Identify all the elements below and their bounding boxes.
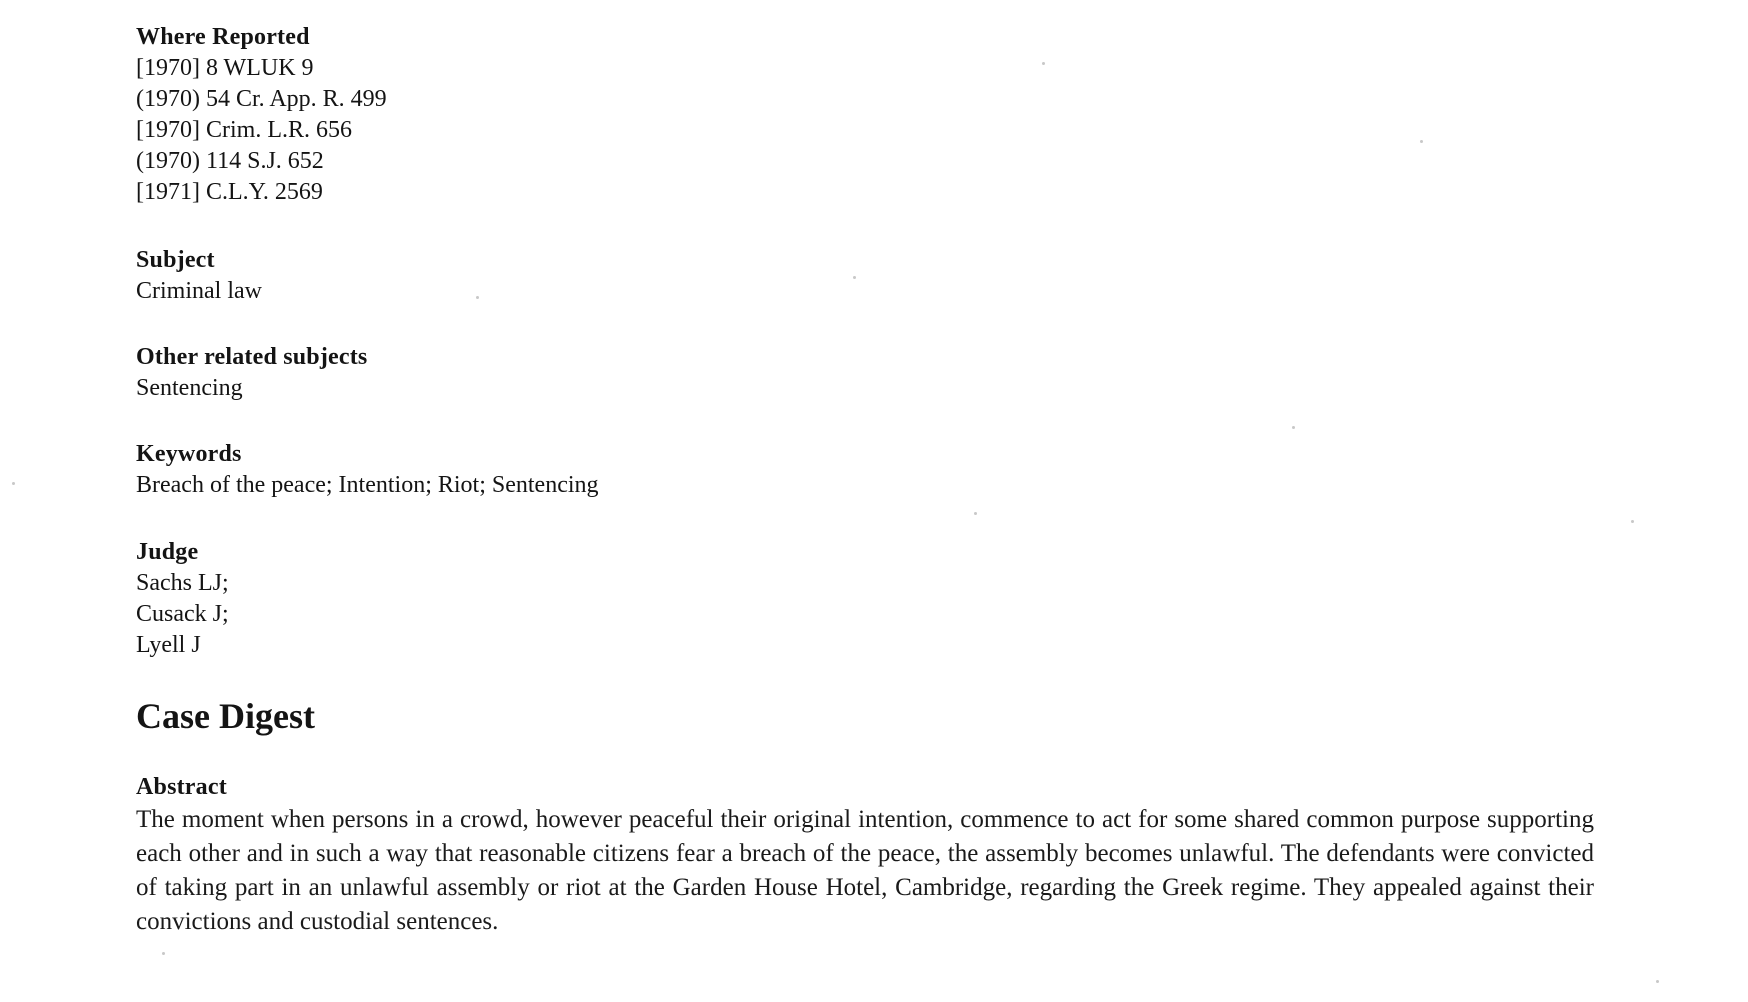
- abstract-text: The moment when persons in a crowd, however peaceful their original intention, commence to act for some shared common purpose supporting each other and in such a way that reasonable citizens fear a breach of the peace, the assembly becomes unlawful. The defendants were convicted of taking part in an unlawful assembly or riot at the Garden House Hotel, Cambridge, regarding the Greek regime. They appealed against their convictions and custodial sentences.: [136, 806, 1594, 935]
- judge-name: Cusack J;: [136, 601, 229, 627]
- citation-line: [1971] C.L.Y. 2569: [136, 179, 323, 205]
- citation-line: [1970] Crim. L.R. 656: [136, 117, 352, 143]
- citation-line: (1970) 114 S.J. 652: [136, 148, 324, 174]
- other-related-subjects-value: Sentencing: [136, 375, 243, 401]
- subject-section: [136, 245, 262, 307]
- scan-speck: [974, 512, 977, 515]
- judge-name: Sachs LJ;: [136, 570, 229, 596]
- subject-label: Subject: [136, 247, 215, 273]
- case-digest-heading: Case Digest: [136, 696, 315, 736]
- subject-value: Criminal law: [136, 278, 262, 304]
- abstract-section: [136, 772, 1594, 939]
- judge-name: Lyell J: [136, 632, 201, 658]
- citation-line: (1970) 54 Cr. App. R. 499: [136, 86, 387, 112]
- other-related-subjects-label: Other related subjects: [136, 344, 368, 370]
- keywords-section: [136, 439, 599, 501]
- where-reported-label: Where Reported: [136, 24, 310, 50]
- judge-section: [136, 537, 229, 661]
- scan-speck: [853, 276, 856, 279]
- scan-speck: [476, 296, 479, 299]
- scan-speck: [1631, 520, 1634, 523]
- where-reported-section: [136, 22, 387, 208]
- scan-speck: [1042, 62, 1045, 65]
- scan-speck: [162, 952, 165, 955]
- abstract-label: Abstract: [136, 774, 227, 800]
- scan-speck: [1420, 140, 1423, 143]
- keywords-value: Breach of the peace; Intention; Riot; Sentencing: [136, 472, 599, 498]
- scan-speck: [12, 482, 15, 485]
- scan-speck: [1292, 426, 1295, 429]
- scan-speck: [1656, 980, 1659, 983]
- citation-line: [1970] 8 WLUK 9: [136, 55, 314, 81]
- keywords-label: Keywords: [136, 441, 242, 467]
- judge-label: Judge: [136, 539, 199, 565]
- other-related-subjects-section: [136, 342, 367, 404]
